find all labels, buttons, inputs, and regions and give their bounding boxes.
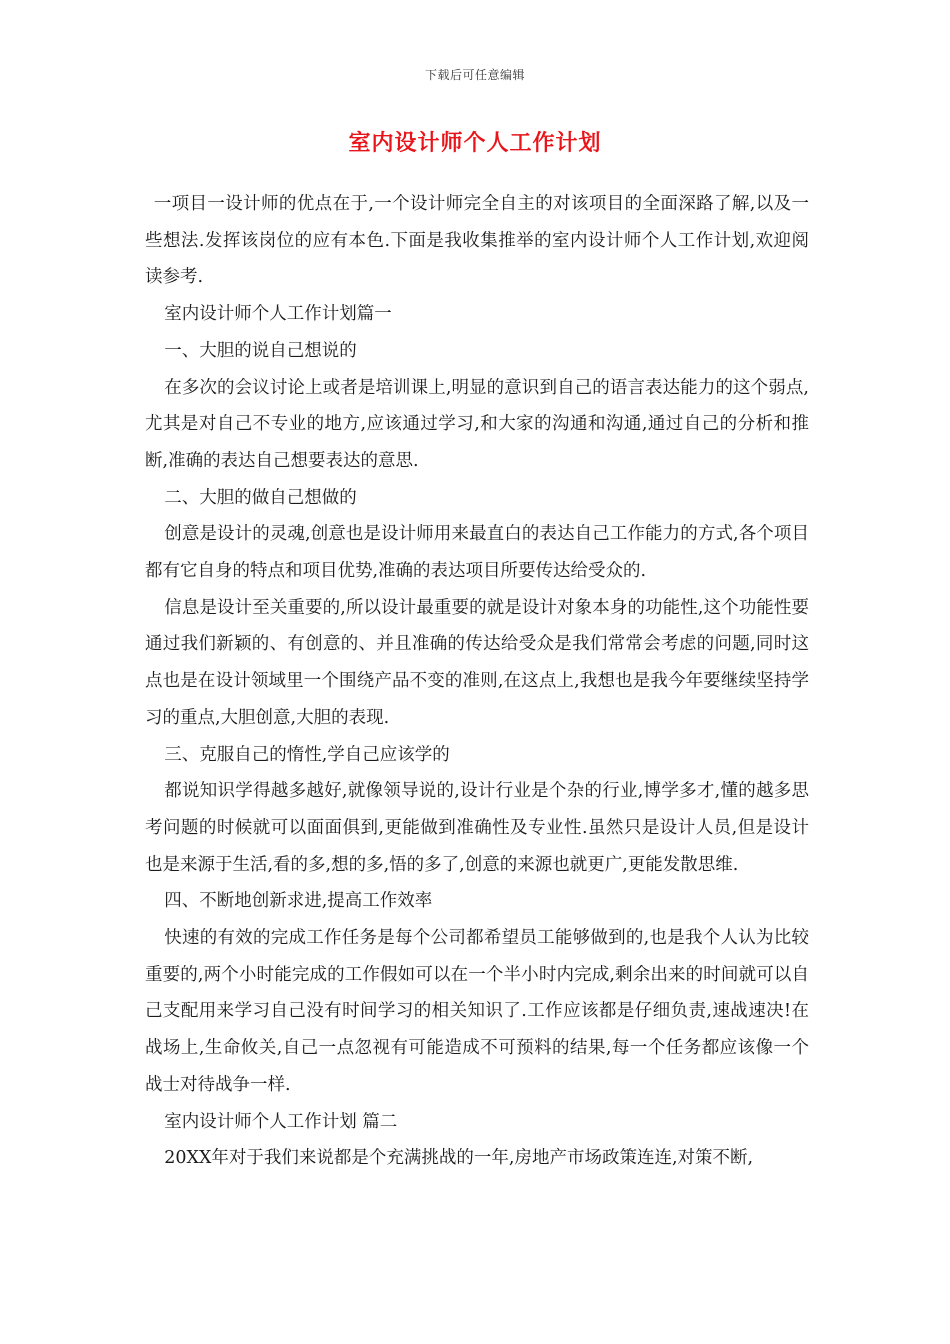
subheading-2: 二、大胆的做自己想做的 bbox=[164, 487, 357, 508]
body-paragraph: 在多次的会议讨论上或者是培训课上,明显的意识到自己的语言表达能力的这个弱点,尤其是对自己不专业的地方,应该通过学习,和大家的沟通和沟通,通过自己的分析和推断,准确的表达自己想要表达的意思. bbox=[145, 377, 809, 471]
subheading-1: 一、大胆的说自己想说的 bbox=[164, 340, 357, 361]
body-paragraph: 信息是设计至关重要的,所以设计最重要的就是设计对象本身的功能性,这个功能性要通过我们新颖的、有创意的、并且准确的传达给受众是我们常常会考虑的问题,同时这点也是在设计领域里一个围绕产品不变的准则,在这点上,我想也是我今年要继续坚持学习的重点,大胆创意,大胆的表现. bbox=[145, 597, 809, 728]
header-note: 下载后可任意编辑 bbox=[424, 68, 525, 82]
intro-paragraph: 一项目一设计师的优点在于,一个设计师完全自主的对该项目的全面深路了解,以及一些想法.发挥该岗位的应有本色.下面是我收集推举的室内设计师个人工作计划,欢迎阅读参考. bbox=[145, 194, 809, 288]
section-heading-part-one: 室内设计师个人工作计划篇一 bbox=[164, 304, 392, 325]
document-title: 室内设计师个人工作计划 bbox=[348, 130, 602, 156]
document-body bbox=[145, 186, 809, 1177]
subheading-4: 四、不断地创新求进,提高工作效率 bbox=[164, 891, 433, 912]
body-paragraph: 20XX年对于我们来说都是个充满挑战的一年,房地产市场政策连连,对策不断, bbox=[164, 1148, 754, 1169]
subheading-3: 三、克服自己的惰性,学自己应该学的 bbox=[164, 744, 450, 765]
body-paragraph: 快速的有效的完成工作任务是每个公司都希望员工能够做到的,也是我个人认为比较重要的,两个小时能完成的工作假如可以在一个半小时内完成,剩余出来的时间就可以自己支配用来学习自己没有时间学习的相关知识了.工作应该都是仔细负责,速战速决!在战场上,生命攸关,自己一点忽视有可能造成不可预料的结果,每一个任务都应该像一个战士对待战争一样. bbox=[145, 928, 809, 1095]
body-paragraph: 都说知识学得越多越好,就像领导说的,设计行业是个杂的行业,博学多才,懂的越多思考问题的时候就可以面面俱到,更能做到准确性及专业性.虽然只是设计人员,但是设计也是来源于生活,看的多,想的多,悟的多了,创意的来源也就更广,更能发散思维. bbox=[145, 781, 809, 875]
body-paragraph: 创意是设计的灵魂,创意也是设计师用来最直白的表达自己工作能力的方式,各个项目都有它自身的特点和项目优势,准确的表达项目所要传达给受众的. bbox=[145, 524, 809, 582]
section-heading-part-two: 室内设计师个人工作计划 篇二 bbox=[164, 1111, 398, 1132]
